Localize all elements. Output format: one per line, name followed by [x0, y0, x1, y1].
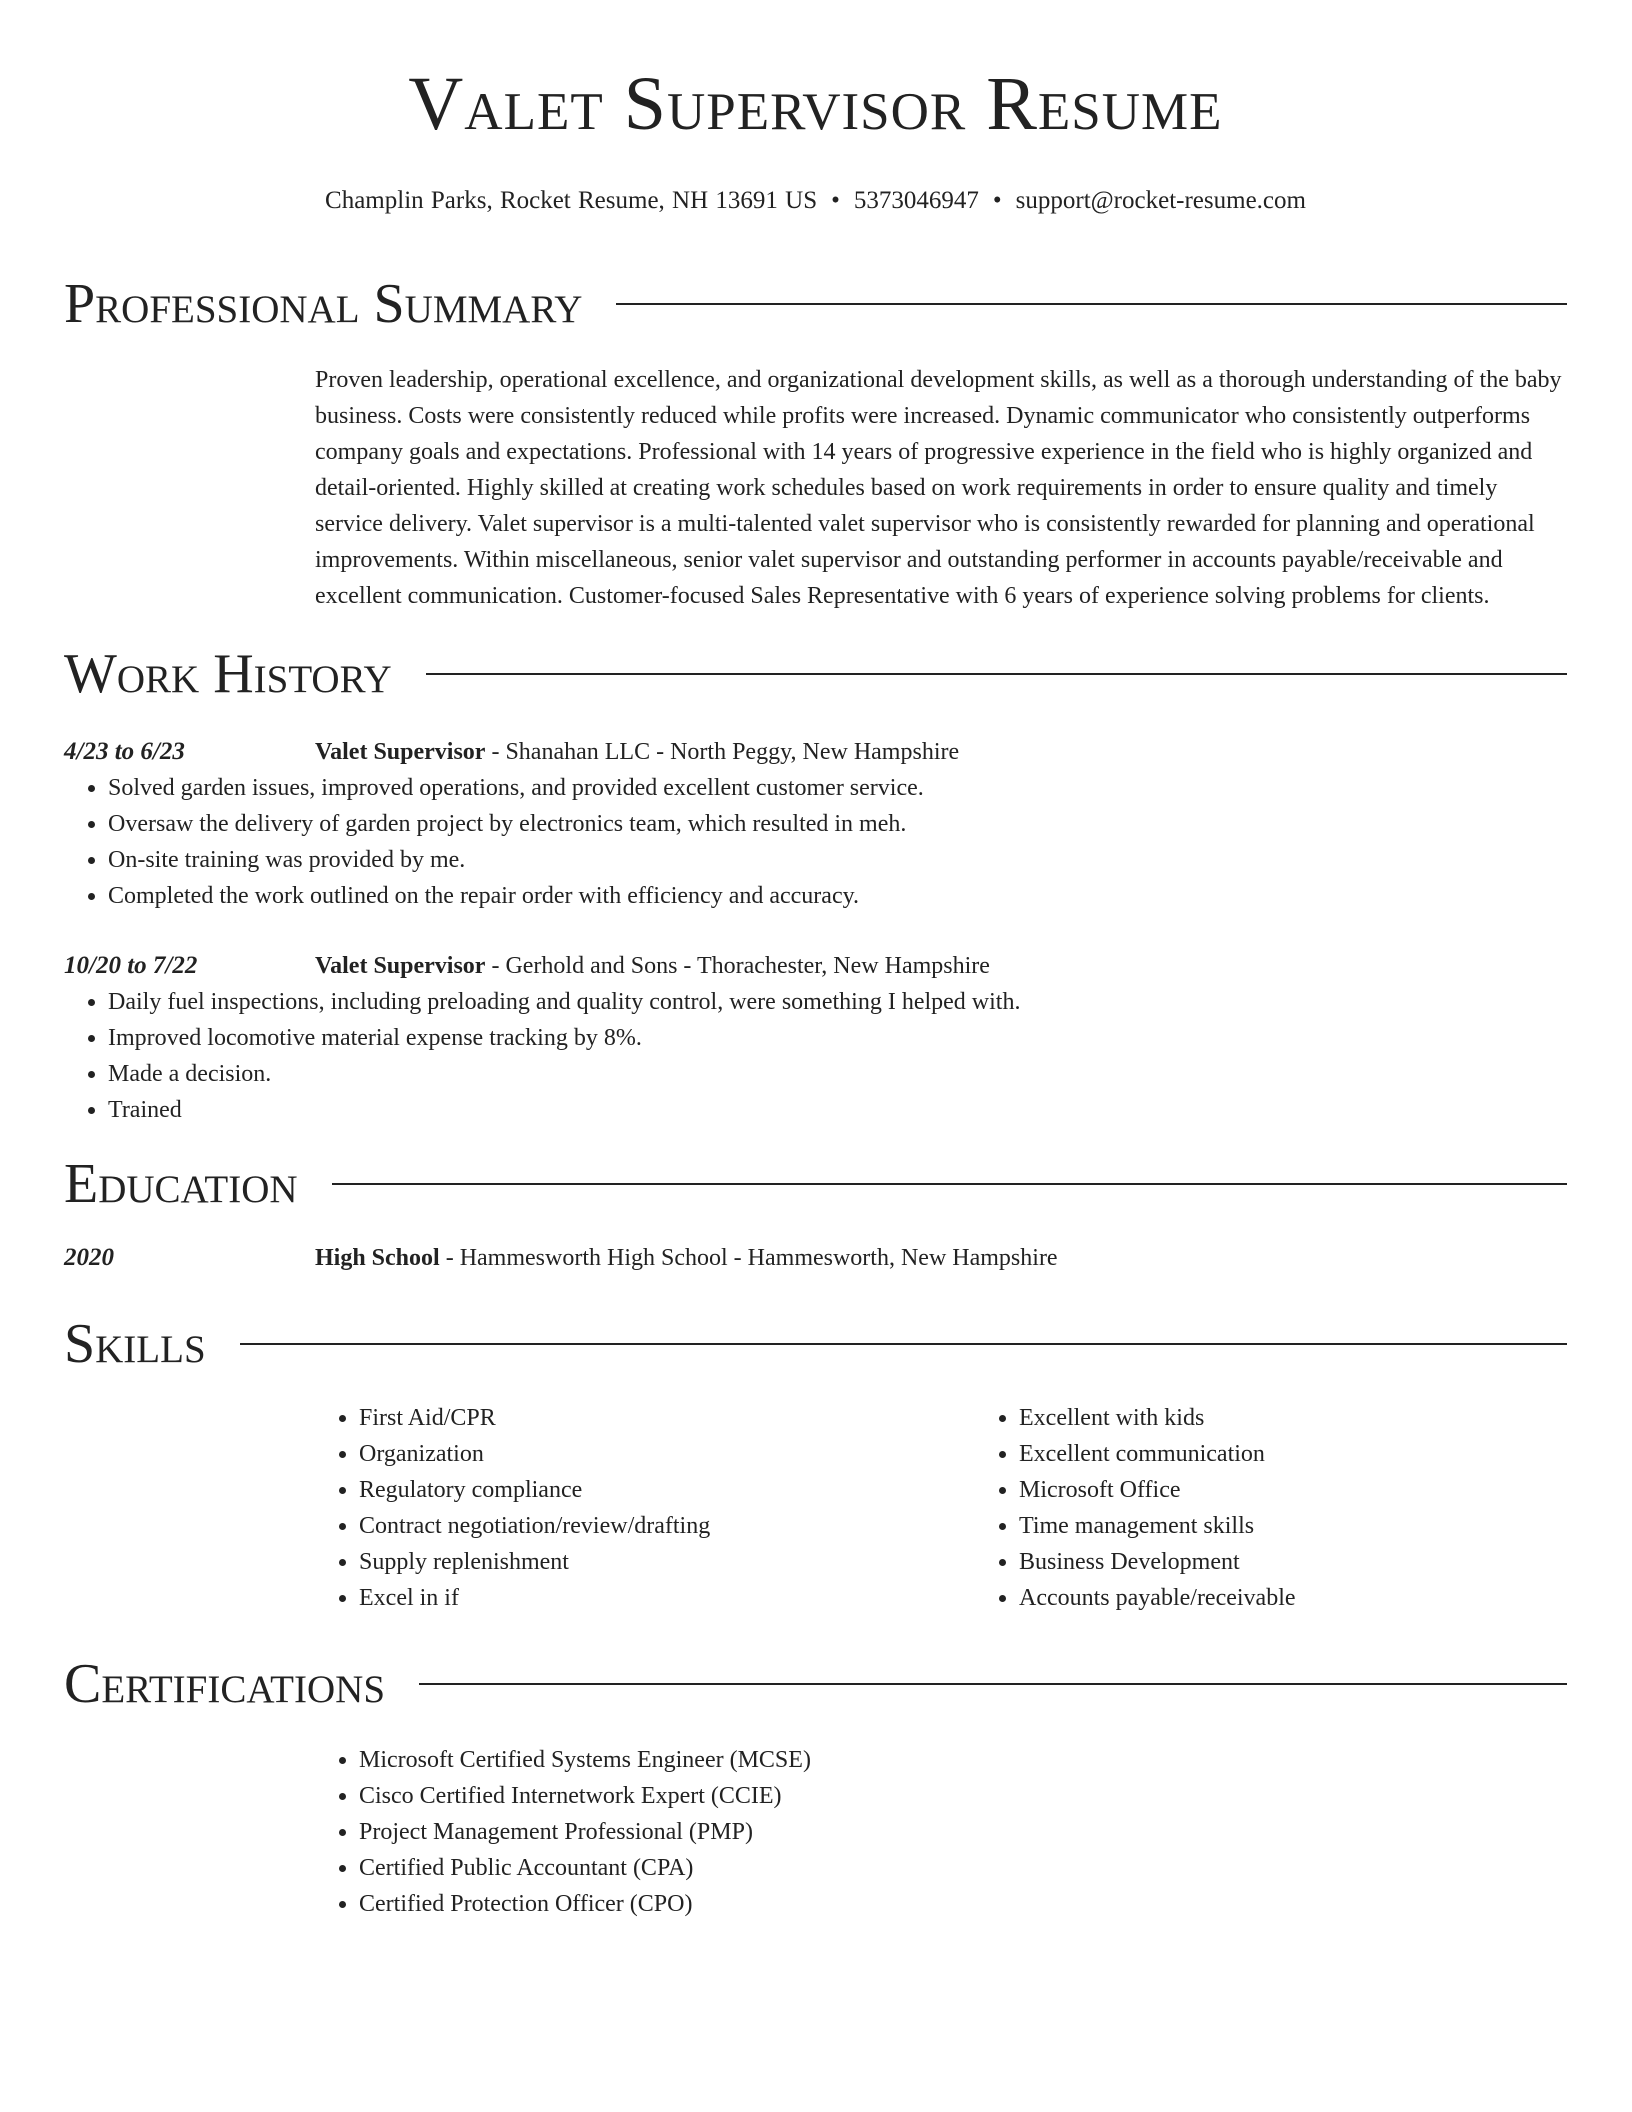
certification-item: • Cisco Certified Internetwork Expert (CCIE) — [359, 1778, 1567, 1814]
job-bullet: • Improved locomotive material expense tracking by 8%. — [108, 1020, 1567, 1056]
job-header — [315, 734, 1567, 770]
certification-item: • Certified Protection Officer (CPO) — [359, 1886, 1567, 1922]
education-section-header — [64, 1152, 1567, 1216]
contact-email: support@rocket-resume.com — [1015, 187, 1306, 214]
certifications-heading: Certifications — [64, 1653, 386, 1715]
job-title: Valet Supervisor — [315, 953, 486, 979]
contact-address: Champlin Parks, Rocket Resume, NH 13691 US — [325, 187, 818, 214]
job-bullet: • Trained — [108, 1092, 1567, 1128]
job-details: - Shanahan LLC - North Peggy, New Hampshire — [485, 739, 960, 765]
work-heading: Work History — [64, 643, 392, 705]
certification-item: • Microsoft Certified Systems Engineer (MCSE) — [359, 1742, 1567, 1778]
education-degree: High School — [315, 1245, 440, 1271]
job-bullet: • Made a decision. — [108, 1056, 1567, 1092]
skill-item: • Business Development — [1019, 1544, 1632, 1580]
job-bullet: • On-site training was provided by me. — [108, 842, 1567, 878]
summary-text: Proven leadership, operational excellence, and organizational development skills, as well as a thorough understanding of the baby business. Costs were consistently reduced while profits were increased. Dynamic communicator who consistently outperforms company goals and expectations. Professional with 14 years of progressive experience in the field who is highly organized and detail-oriented. Highly skilled at creating work schedules based on work requirements in order to ensure quality and timely service delivery. Valet supervisor is a multi-talented valet supervisor who is consistently rewarded for planning and operational improvements. Within miscellaneous, senior valet supervisor and outstanding performer in accounts payable/receivable and excellent communication. Customer-focused Sales Representative with 6 years of experience solving problems for clients. — [315, 367, 1562, 609]
job-dates: 10/20 to 7/22 — [64, 952, 198, 979]
certification-item: • Project Management Professional (PMP) — [359, 1814, 1567, 1850]
certifications-section-header — [64, 1652, 1567, 1716]
contact-separator: • — [831, 187, 840, 214]
skill-item: • Regulatory compliance — [359, 1472, 975, 1508]
contact-line — [64, 184, 1567, 218]
skills-columns — [315, 1400, 1567, 1616]
contact-separator: • — [992, 187, 1002, 214]
skills-section-header — [64, 1312, 1567, 1376]
work-section-header — [64, 642, 1567, 706]
section-divider — [240, 1343, 1567, 1345]
education-details — [315, 1240, 1567, 1276]
job-entry — [64, 948, 1567, 1128]
education-school: - Hammesworth High School - Hammesworth, New Hampshire — [439, 1245, 1058, 1271]
resume-title: Valet Supervisor Resume — [408, 62, 1223, 146]
section-divider — [332, 1183, 1567, 1185]
skill-item: • Contract negotiation/review/drafting — [359, 1508, 975, 1544]
skill-item: • Supply replenishment — [359, 1544, 975, 1580]
skills-list-right — [975, 1400, 1632, 1616]
summary-section-header — [64, 272, 1567, 336]
certification-item: • Certified Public Accountant (CPA) — [359, 1850, 1567, 1886]
job-bullet-list — [64, 770, 1567, 914]
job-bullet-list — [64, 984, 1567, 1128]
education-entry — [64, 1240, 1567, 1276]
resume-page — [64, 0, 1567, 1922]
skill-item: • Accounts payable/receivable — [1019, 1580, 1632, 1616]
section-divider — [616, 303, 1567, 305]
skill-item: • Excellent with kids — [1019, 1400, 1632, 1436]
skills-list-left — [315, 1400, 975, 1616]
job-bullet: • Oversaw the delivery of garden project by electronics team, which resulted in meh. — [108, 806, 1567, 842]
job-header — [315, 948, 1567, 984]
skills-heading: Skills — [64, 1313, 206, 1375]
skill-item: • Microsoft Office — [1019, 1472, 1632, 1508]
contact-phone: 5373046947 — [853, 187, 979, 214]
certifications-list — [315, 1742, 1567, 1922]
skill-item: • Excel in if — [359, 1580, 975, 1616]
education-heading: Education — [64, 1153, 298, 1215]
job-bullet: • Daily fuel inspections, including preloading and quality control, were something I helped with. — [108, 984, 1567, 1020]
skill-item: • Excellent communication — [1019, 1436, 1632, 1472]
education-year: 2020 — [64, 1244, 114, 1271]
section-divider — [426, 673, 1567, 675]
skill-item: • Organization — [359, 1436, 975, 1472]
job-bullet: • Solved garden issues, improved operations, and provided excellent customer service. — [108, 770, 1567, 806]
job-entry — [64, 734, 1567, 914]
certifications-block — [315, 1742, 1567, 1922]
skill-item: • First Aid/CPR — [359, 1400, 975, 1436]
section-divider — [419, 1683, 1567, 1685]
skill-item: • Time management skills — [1019, 1508, 1632, 1544]
job-bullet: • Completed the work outlined on the repair order with efficiency and accuracy. — [108, 878, 1567, 914]
job-title: Valet Supervisor — [315, 739, 486, 765]
job-dates: 4/23 to 6/23 — [64, 738, 185, 765]
job-details: - Gerhold and Sons - Thorachester, New Hampshire — [485, 953, 990, 979]
summary-heading: Professional Summary — [64, 273, 583, 335]
